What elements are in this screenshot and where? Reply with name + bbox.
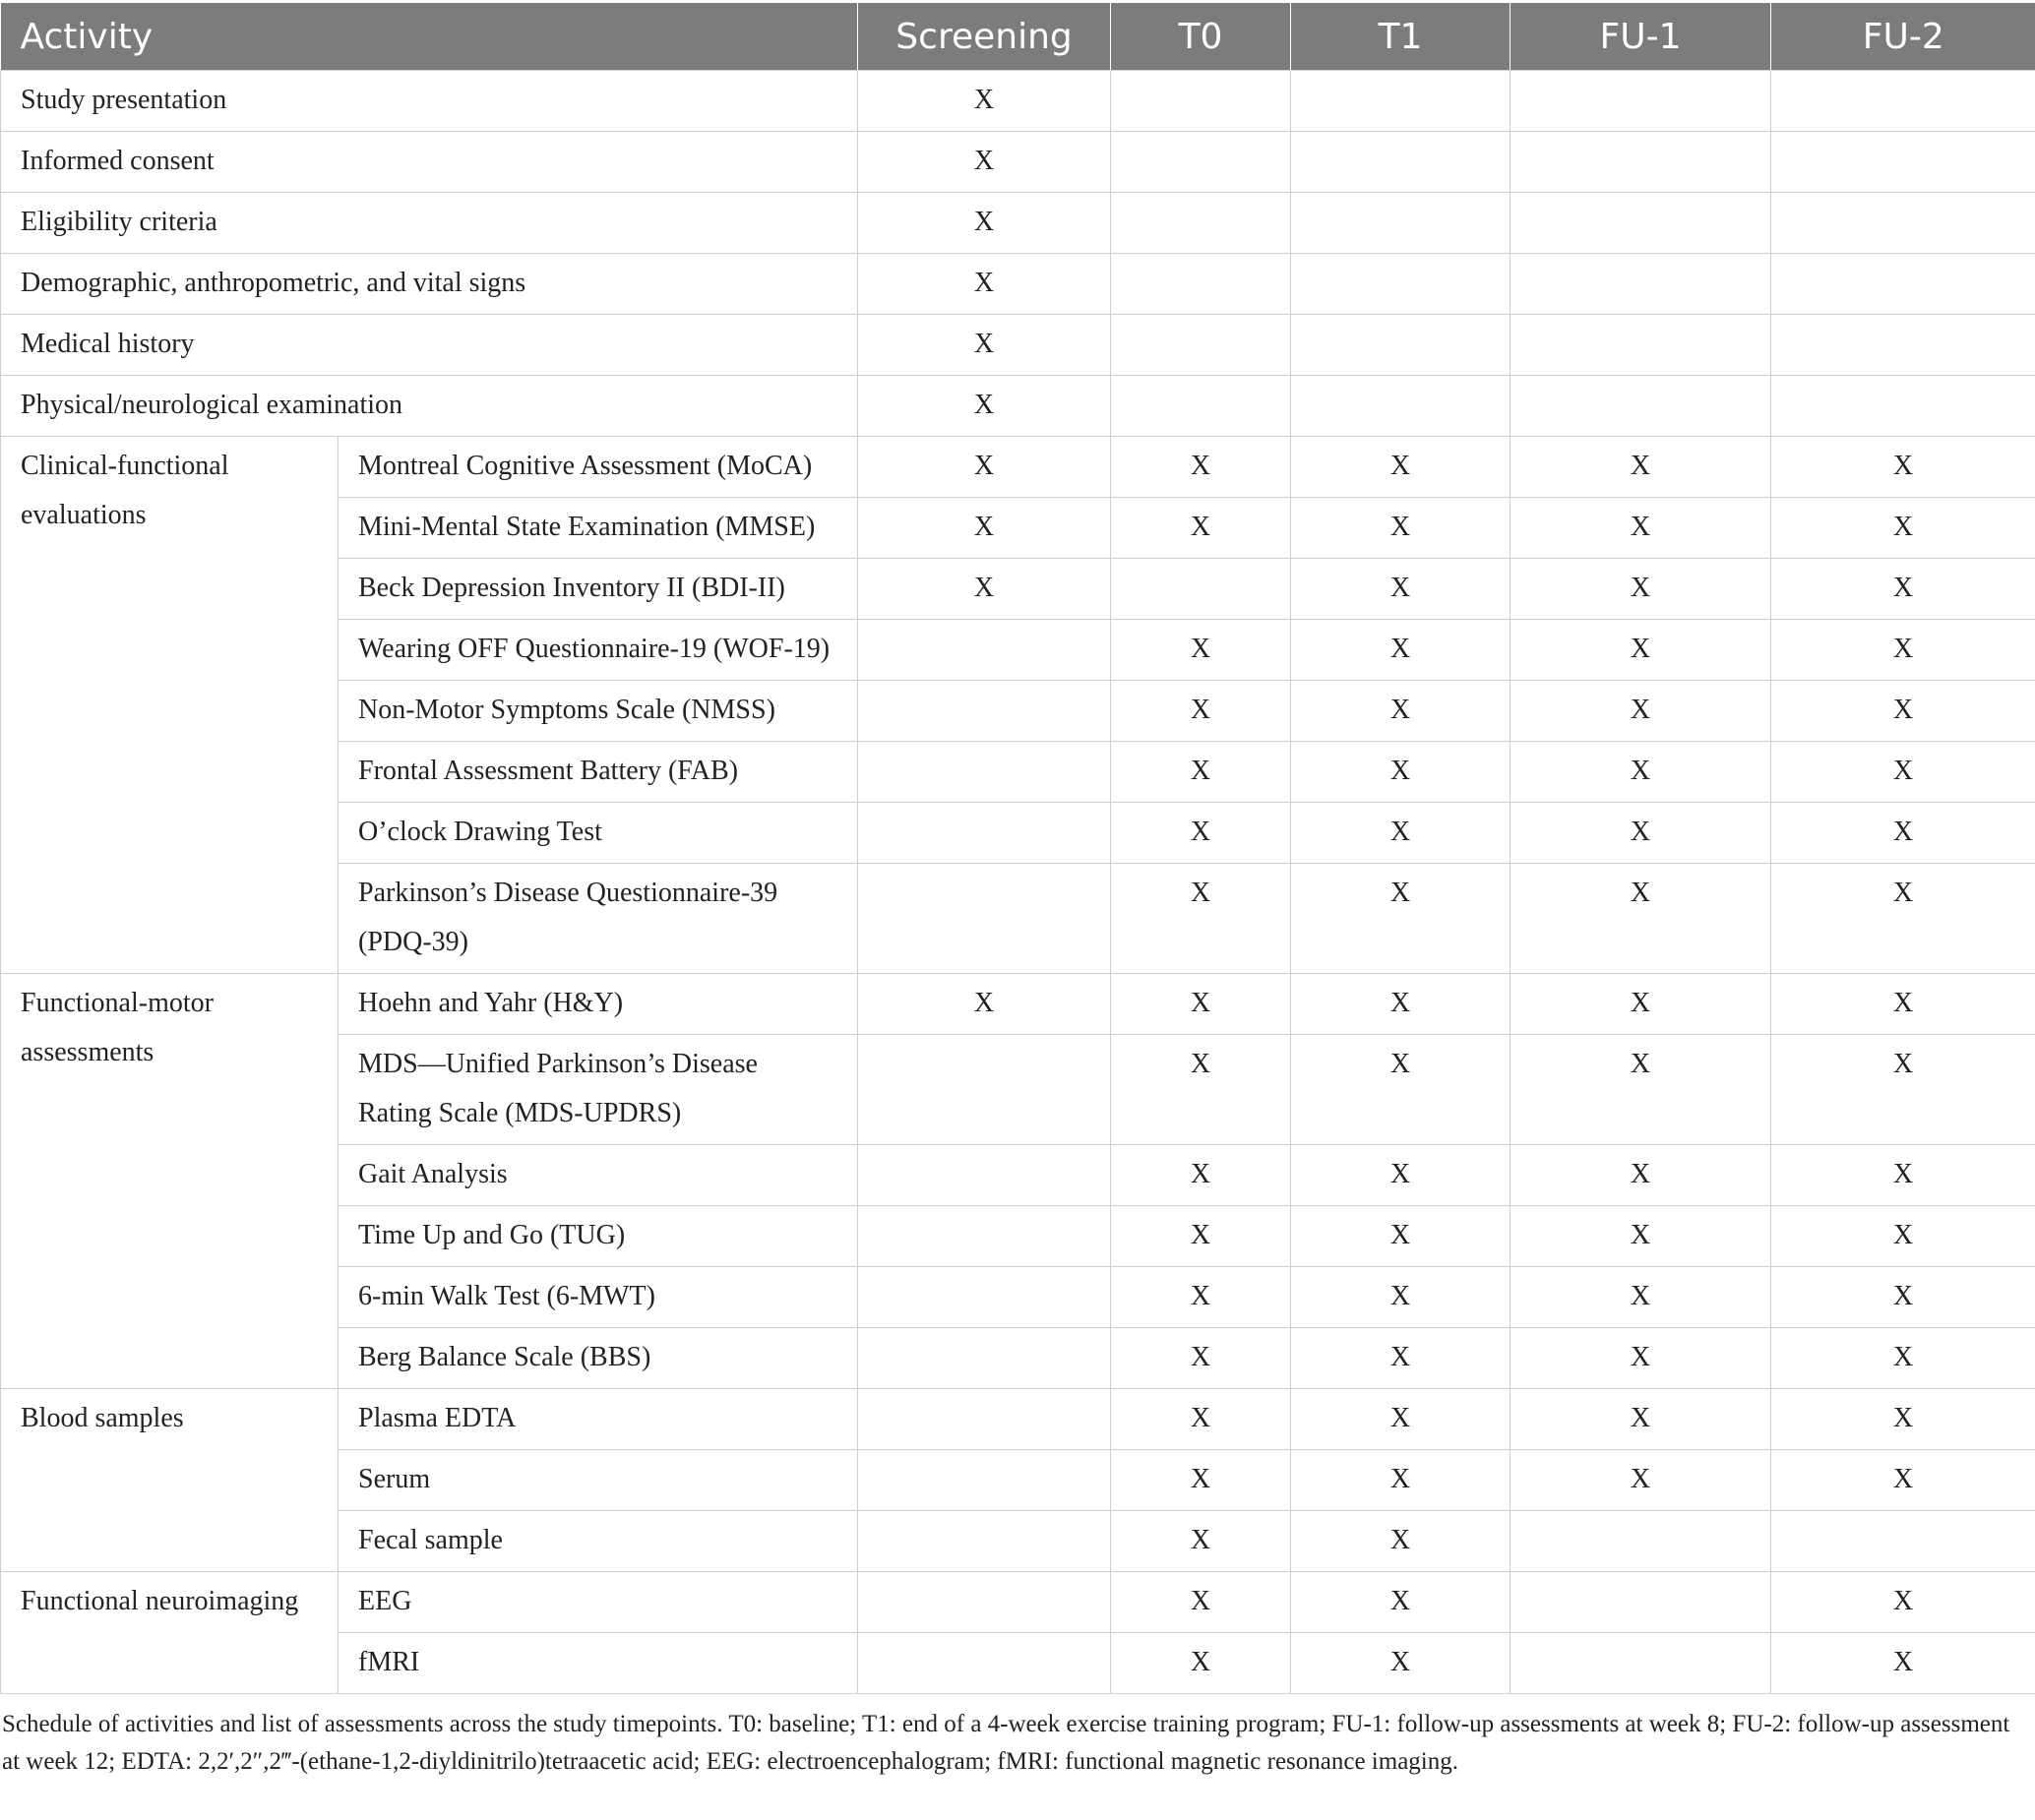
- timepoint-mark: [1511, 71, 1771, 132]
- timepoint-mark: [1771, 132, 2035, 193]
- timepoint-mark: X: [1511, 559, 1771, 620]
- timepoint-mark: [858, 1389, 1111, 1450]
- table-row: [1, 315, 2035, 376]
- timepoint-mark: X: [1111, 437, 1291, 498]
- timepoint-mark: X: [858, 498, 1111, 559]
- timepoint-mark: [1511, 315, 1771, 376]
- timepoint-mark: [1771, 315, 2035, 376]
- timepoint-mark: X: [1111, 1145, 1291, 1206]
- timepoint-mark: [1291, 132, 1511, 193]
- timepoint-mark: X: [1111, 742, 1291, 803]
- timepoint-mark: X: [858, 315, 1111, 376]
- timepoint-mark: X: [1291, 1328, 1511, 1389]
- timepoint-mark: [1291, 315, 1511, 376]
- header-fu1: FU-1: [1511, 3, 1771, 71]
- timepoint-mark: [1511, 1633, 1771, 1694]
- timepoint-mark: X: [1291, 742, 1511, 803]
- timepoint-mark: X: [1771, 974, 2035, 1035]
- table-body: [1, 71, 2035, 1694]
- timepoint-mark: X: [1291, 1206, 1511, 1267]
- timepoint-mark: X: [1111, 1572, 1291, 1633]
- assessment-label: Serum: [339, 1450, 858, 1511]
- timepoint-mark: X: [1111, 1450, 1291, 1511]
- assessment-label: EEG: [339, 1572, 858, 1633]
- timepoint-mark: X: [1771, 742, 2035, 803]
- header-t1: T1: [1291, 3, 1511, 71]
- timepoint-mark: X: [1291, 437, 1511, 498]
- timepoint-mark: X: [1511, 864, 1771, 974]
- timepoint-mark: [858, 1633, 1111, 1694]
- timepoint-mark: [1111, 376, 1291, 437]
- table-header-row: [1, 3, 2035, 71]
- assessment-label: Mini-Mental State Examination (MMSE): [339, 498, 858, 559]
- timepoint-mark: [858, 1328, 1111, 1389]
- timepoint-mark: [858, 1145, 1111, 1206]
- timepoint-mark: X: [1771, 1206, 2035, 1267]
- timepoint-mark: X: [1771, 864, 2035, 974]
- assessment-label: MDS—Unified Parkinson’s Disease Rating Scale (MDS-UPDRS): [339, 1035, 858, 1145]
- table-row: [1, 254, 2035, 315]
- assessment-label: Montreal Cognitive Assessment (MoCA): [339, 437, 858, 498]
- table-row: [1, 132, 2035, 193]
- timepoint-mark: X: [1771, 498, 2035, 559]
- timepoint-mark: X: [858, 254, 1111, 315]
- timepoint-mark: X: [1771, 681, 2035, 742]
- timepoint-mark: X: [858, 132, 1111, 193]
- assessment-label: Fecal sample: [339, 1511, 858, 1572]
- assessment-label: Time Up and Go (TUG): [339, 1206, 858, 1267]
- timepoint-mark: X: [1511, 681, 1771, 742]
- activity-label: Demographic, anthropometric, and vital signs: [1, 254, 858, 315]
- header-activity: Activity: [1, 3, 858, 71]
- timepoint-mark: [1511, 1511, 1771, 1572]
- timepoint-mark: X: [1291, 620, 1511, 681]
- timepoint-mark: X: [1111, 1267, 1291, 1328]
- assessment-label: fMRI: [339, 1633, 858, 1694]
- timepoint-mark: X: [1111, 681, 1291, 742]
- table-row: [1, 1389, 2035, 1450]
- timepoint-mark: X: [1291, 681, 1511, 742]
- timepoint-mark: [858, 1450, 1111, 1511]
- timepoint-mark: X: [1111, 1633, 1291, 1694]
- timepoint-mark: X: [1291, 1389, 1511, 1450]
- timepoint-mark: X: [1291, 1267, 1511, 1328]
- timepoint-mark: [1111, 315, 1291, 376]
- schedule-table: [0, 3, 2035, 1694]
- timepoint-mark: [858, 742, 1111, 803]
- assessment-label: Hoehn and Yahr (H&Y): [339, 974, 858, 1035]
- assessment-label: Non-Motor Symptoms Scale (NMSS): [339, 681, 858, 742]
- timepoint-mark: [858, 1267, 1111, 1328]
- timepoint-mark: X: [1291, 864, 1511, 974]
- assessment-label: Parkinson’s Disease Questionnaire-39 (PDQ-39): [339, 864, 858, 974]
- assessment-label: Berg Balance Scale (BBS): [339, 1328, 858, 1389]
- assessment-label: Frontal Assessment Battery (FAB): [339, 742, 858, 803]
- timepoint-mark: X: [858, 193, 1111, 254]
- timepoint-mark: [1111, 193, 1291, 254]
- activity-label: Medical history: [1, 315, 858, 376]
- timepoint-mark: X: [1771, 1633, 2035, 1694]
- assessment-label: Gait Analysis: [339, 1145, 858, 1206]
- timepoint-mark: X: [1291, 1572, 1511, 1633]
- section-label: Functional neuroimaging: [1, 1572, 339, 1694]
- timepoint-mark: X: [1291, 1450, 1511, 1511]
- timepoint-mark: X: [1771, 1450, 2035, 1511]
- timepoint-mark: [858, 1035, 1111, 1145]
- table-row: [1, 974, 2035, 1035]
- activity-label: Informed consent: [1, 132, 858, 193]
- timepoint-mark: X: [1291, 803, 1511, 864]
- table-row: [1, 1572, 2035, 1633]
- table-row: [1, 71, 2035, 132]
- timepoint-mark: [1771, 376, 2035, 437]
- timepoint-mark: X: [1111, 620, 1291, 681]
- timepoint-mark: X: [1111, 498, 1291, 559]
- timepoint-mark: [858, 1206, 1111, 1267]
- timepoint-mark: X: [1111, 803, 1291, 864]
- timepoint-mark: X: [1771, 1572, 2035, 1633]
- timepoint-mark: X: [1771, 1035, 2035, 1145]
- timepoint-mark: [1771, 254, 2035, 315]
- timepoint-mark: X: [1771, 437, 2035, 498]
- assessment-label: Plasma EDTA: [339, 1389, 858, 1450]
- timepoint-mark: [1291, 193, 1511, 254]
- timepoint-mark: X: [1111, 1389, 1291, 1450]
- timepoint-mark: X: [858, 559, 1111, 620]
- timepoint-mark: [1511, 1572, 1771, 1633]
- timepoint-mark: X: [1111, 864, 1291, 974]
- timepoint-mark: [1771, 193, 2035, 254]
- timepoint-mark: [858, 620, 1111, 681]
- header-fu2: FU-2: [1771, 3, 2035, 71]
- timepoint-mark: X: [1111, 1511, 1291, 1572]
- timepoint-mark: [1771, 1511, 2035, 1572]
- activity-label: Eligibility criteria: [1, 193, 858, 254]
- timepoint-mark: X: [1771, 1267, 2035, 1328]
- timepoint-mark: [858, 803, 1111, 864]
- table-row: [1, 376, 2035, 437]
- timepoint-mark: [1771, 71, 2035, 132]
- activity-label: Study presentation: [1, 71, 858, 132]
- timepoint-mark: X: [858, 71, 1111, 132]
- timepoint-mark: [1111, 254, 1291, 315]
- timepoint-mark: X: [1511, 1206, 1771, 1267]
- timepoint-mark: X: [858, 974, 1111, 1035]
- timepoint-mark: X: [1291, 559, 1511, 620]
- timepoint-mark: X: [1511, 1035, 1771, 1145]
- header-t0: T0: [1111, 3, 1291, 71]
- timepoint-mark: [1111, 71, 1291, 132]
- timepoint-mark: [1111, 132, 1291, 193]
- timepoint-mark: [858, 1572, 1111, 1633]
- timepoint-mark: X: [1111, 974, 1291, 1035]
- timepoint-mark: X: [1511, 803, 1771, 864]
- timepoint-mark: X: [1511, 1145, 1771, 1206]
- timepoint-mark: X: [1771, 1328, 2035, 1389]
- activity-label: Physical/neurological examination: [1, 376, 858, 437]
- timepoint-mark: [858, 681, 1111, 742]
- timepoint-mark: X: [1511, 974, 1771, 1035]
- timepoint-mark: X: [858, 437, 1111, 498]
- timepoint-mark: X: [1511, 1267, 1771, 1328]
- timepoint-mark: [1291, 376, 1511, 437]
- assessment-label: Wearing OFF Questionnaire-19 (WOF-19): [339, 620, 858, 681]
- timepoint-mark: X: [1111, 1035, 1291, 1145]
- timepoint-mark: [1511, 193, 1771, 254]
- header-screening: Screening: [858, 3, 1111, 71]
- timepoint-mark: X: [1771, 1389, 2035, 1450]
- assessment-label: Beck Depression Inventory II (BDI-II): [339, 559, 858, 620]
- section-label: Blood samples: [1, 1389, 339, 1572]
- timepoint-mark: X: [1771, 559, 2035, 620]
- timepoint-mark: X: [1111, 1206, 1291, 1267]
- timepoint-mark: [1511, 254, 1771, 315]
- timepoint-mark: X: [1511, 620, 1771, 681]
- timepoint-mark: X: [1291, 498, 1511, 559]
- timepoint-mark: X: [1111, 1328, 1291, 1389]
- timepoint-mark: X: [1291, 974, 1511, 1035]
- timepoint-mark: [1291, 71, 1511, 132]
- timepoint-mark: X: [1771, 803, 2035, 864]
- timepoint-mark: X: [1511, 742, 1771, 803]
- timepoint-mark: X: [1291, 1035, 1511, 1145]
- timepoint-mark: X: [1771, 620, 2035, 681]
- section-label: Clinical-functional evaluations: [1, 437, 339, 974]
- timepoint-mark: [1111, 559, 1291, 620]
- timepoint-mark: X: [1511, 437, 1771, 498]
- schedule-table-container: [0, 3, 2035, 1781]
- timepoint-mark: [1511, 376, 1771, 437]
- timepoint-mark: X: [858, 376, 1111, 437]
- timepoint-mark: [1511, 132, 1771, 193]
- timepoint-mark: [1291, 254, 1511, 315]
- timepoint-mark: X: [1291, 1145, 1511, 1206]
- timepoint-mark: X: [1771, 1145, 2035, 1206]
- timepoint-mark: X: [1511, 1328, 1771, 1389]
- timepoint-mark: X: [1291, 1511, 1511, 1572]
- timepoint-mark: X: [1511, 1450, 1771, 1511]
- timepoint-mark: [858, 1511, 1111, 1572]
- timepoint-mark: X: [1511, 498, 1771, 559]
- timepoint-mark: X: [1511, 1389, 1771, 1450]
- table-row: [1, 193, 2035, 254]
- assessment-label: 6-min Walk Test (6-MWT): [339, 1267, 858, 1328]
- section-label: Functional-motor assessments: [1, 974, 339, 1389]
- table-caption: Schedule of activities and list of assessments across the study timepoints. T0: baseline; T1: end of a 4-week exercise training program; FU-1: follow-up assessments at week 8; FU-2: follow-up assessment at week 12; EDTA: 2,2′,2″,2‴-(ethane-1,2-diyldinitrilo)tetraacetic acid; EEG: electroencephalogram; fMRI: functional magnetic resonance imaging.: [2, 1711, 2010, 1775]
- assessment-label: O’clock Drawing Test: [339, 803, 858, 864]
- timepoint-mark: X: [1291, 1633, 1511, 1694]
- table-row: [1, 437, 2035, 498]
- timepoint-mark: [858, 864, 1111, 974]
